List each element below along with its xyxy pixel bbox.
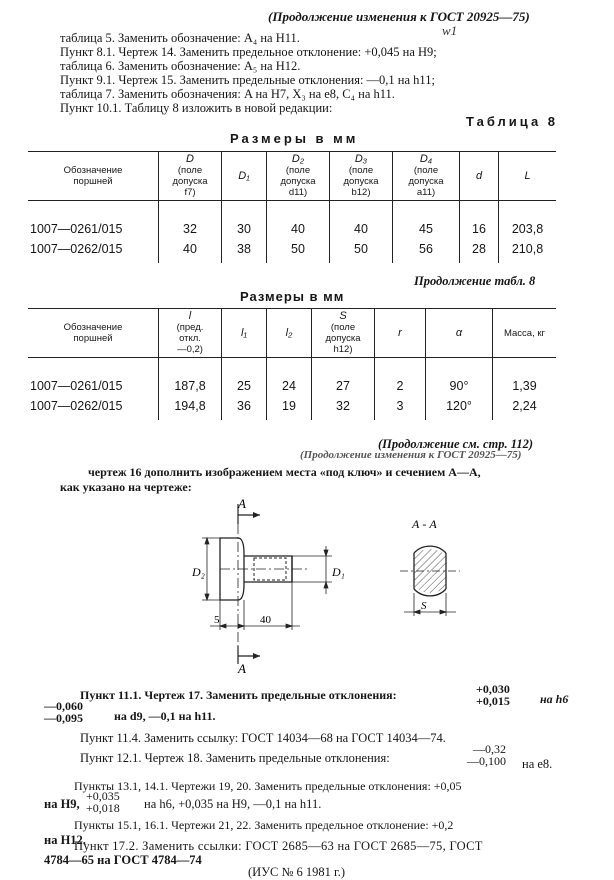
table-cell: 50: [330, 239, 393, 263]
table8b-h-l2: l₂: [267, 309, 312, 358]
table-cell: 203,8: [499, 201, 557, 240]
table8b-h-l: l (пред. откл. —0,2): [159, 309, 222, 358]
table8b-units: Размеры в мм: [240, 289, 345, 304]
table-cell: 3: [375, 396, 426, 420]
p13-line1: Пункты 13.1, 14.1. Чертежи 19, 20. Заменить предельные отклонения: +0,05: [74, 779, 462, 793]
table-row: [28, 239, 556, 263]
p13-end: на h6, +0,035 на H9, —0,1 на h11.: [144, 797, 322, 811]
table8-header-row: [28, 152, 556, 201]
section-view: [400, 546, 460, 596]
table-cell: 25: [222, 358, 267, 397]
table-cell: 40: [267, 201, 330, 240]
table8-h-d: D (поле допуска f7): [159, 152, 222, 201]
top-line-6: Пункт 10.1. Таблицу 8 изложить в новой редакции:: [60, 101, 333, 115]
table-cell: 28: [460, 239, 499, 263]
table-cell: 19: [267, 396, 312, 420]
table8-h-d2: D₂ (поле допуска d11): [267, 152, 330, 201]
table8-label: Таблица 8: [466, 114, 559, 129]
top-line-4: Пункт 9.1. Чертеж 15. Заменить предельные отклонения: —0,1 на h11;: [60, 73, 435, 87]
table-cell: 38: [222, 239, 267, 263]
dim-40-label: 40: [260, 614, 271, 626]
table-cell: 2: [375, 358, 426, 397]
table8b-h-alpha: α: [426, 309, 493, 358]
p11-start: Пункт 11.1. Чертеж 17. Заменить предельные отклонения:: [80, 688, 397, 702]
top-line-2: Пункт 8.1. Чертеж 14. Заменить предельное отклонение: +0,045 на H9;: [60, 45, 437, 59]
p17-line1: Пункт 17.2. Заменить ссылки: ГОСТ 2685—63 на ГОСТ 2685—75, ГОСТ: [74, 839, 483, 853]
table8: [28, 151, 556, 263]
continued-footer: (Продолжение см. стр. 112): [378, 437, 533, 451]
handwritten-mark: w1: [442, 23, 458, 38]
part-view: [220, 538, 310, 600]
p17-line2: 4784—65 на ГОСТ 4784—74: [44, 853, 202, 867]
p12-frac: [467, 743, 506, 767]
p11-frac2: [44, 700, 83, 724]
table-cell: 50: [267, 239, 330, 263]
p12-start: Пункт 12.1. Чертеж 18. Заменить предельные отклонения:: [80, 751, 390, 765]
p11-frac1-bottom: +0,015: [476, 694, 510, 708]
table8b-header-row: [28, 309, 556, 358]
dim-d1-label: D₁: [332, 565, 345, 579]
table-cell: 40: [159, 239, 222, 263]
table8-h-l: L: [499, 152, 557, 201]
top-line-1: таблица 5. Заменить обозначение: A₄ на H11.: [60, 31, 300, 45]
table-cell: 194,8: [159, 396, 222, 420]
top-line-5: таблица 7. Заменить обозначения: A на H7, X₃ на e8, C₄ на h11.: [60, 87, 395, 101]
dim-s-label: S: [421, 600, 427, 612]
p12-frac-bottom: —0,100: [467, 754, 506, 768]
table-row: [28, 396, 556, 420]
dim-5-label: 5: [214, 614, 220, 626]
technical-drawing: [180, 496, 460, 676]
dim-bottom: [210, 582, 300, 630]
p13-frac-top: +0,035: [86, 789, 120, 803]
table-cell: 90°: [426, 358, 493, 397]
dim-d2-label: D₂: [192, 565, 205, 579]
table-cell: 1007—0261/015: [28, 358, 159, 397]
p11-4: Пункт 11.4. Заменить ссылку: ГОСТ 14034—68 на ГОСТ 14034—74.: [80, 731, 446, 745]
table-cell: 120°: [426, 396, 493, 420]
footer-ius: (ИУС № 6 1981 г.): [248, 865, 346, 879]
p13-frac-bottom: +0,018: [86, 801, 120, 815]
table-cell: 187,8: [159, 358, 222, 397]
table-cell: 24: [267, 358, 312, 397]
table-cell: 27: [312, 358, 375, 397]
table8b-h-designation: Обозначение поршней: [28, 309, 159, 358]
table-cell: 1007—0262/015: [28, 239, 159, 263]
table-cell: 36: [222, 396, 267, 420]
table8b-h-r: r: [375, 309, 426, 358]
next-page-header: (Продолжение изменения к ГОСТ 20925—75): [300, 449, 522, 461]
p11-frac1-top: +0,030: [476, 682, 510, 696]
p11-frac1: [476, 683, 510, 707]
table-cell: 1,39: [493, 358, 557, 397]
p12-frac-top: —0,32: [473, 742, 506, 756]
table-cell: 56: [393, 239, 460, 263]
table8-h-d4: D₄ (поле допуска a11): [393, 152, 460, 201]
p11-frac2-top: —0,060: [44, 699, 83, 713]
p13-na-h9: на H9,: [44, 797, 80, 811]
section-label: А - А: [412, 517, 437, 531]
table8-h-small-d: d: [460, 152, 499, 201]
table-cell: 30: [222, 201, 267, 240]
top-line-3: таблица 6. Заменить обозначение: A₅ на H12.: [60, 59, 301, 73]
dim-d1: [292, 546, 332, 594]
p15-line2: на H12.: [44, 833, 86, 847]
table-cell: 210,8: [499, 239, 557, 263]
table8-h-d3: D₃ (поле допуска b12): [330, 152, 393, 201]
table8-continued: Продолжение табл. 8: [414, 274, 536, 288]
table8b-h-s: S (поле допуска h12): [312, 309, 375, 358]
table8-units: Размеры в мм: [230, 131, 359, 146]
p11-na-h6: на h6: [540, 692, 569, 706]
p12-end: на e8.: [522, 757, 553, 771]
drawing-intro-1: чертеж 16 дополнить изображением места «под ключ» и сечением А—А,: [88, 465, 481, 479]
table-cell: 40: [330, 201, 393, 240]
table-cell: 1007—0261/015: [28, 201, 159, 240]
table8-h-designation: Обозначение поршней: [28, 152, 159, 201]
table8b: [28, 308, 556, 420]
p15-line1: Пункты 15.1, 16.1. Чертежи 21, 22. Заменить предельное отклонение: +0,2: [74, 818, 454, 832]
p11-frac2-bottom: —0,095: [44, 711, 83, 725]
p13-frac: [86, 790, 120, 814]
table-cell: 16: [460, 201, 499, 240]
table-row: [28, 201, 556, 240]
cut-label-top: А: [238, 496, 246, 511]
table8-h-d1: D₁: [222, 152, 267, 201]
table-cell: 45: [393, 201, 460, 240]
table8b-h-mass: Масса, кг: [493, 309, 557, 358]
table8b-h-l1: l₁: [222, 309, 267, 358]
table-cell: 32: [159, 201, 222, 240]
cut-label-bottom: А: [238, 661, 246, 676]
table-cell: 32: [312, 396, 375, 420]
table-row: [28, 358, 556, 397]
p11-end: на d9, —0,1 на h11.: [114, 709, 216, 723]
continuation-header: (Продолжение изменения к ГОСТ 20925—75): [268, 9, 530, 24]
table-cell: 2,24: [493, 396, 557, 420]
drawing-intro-2: как указано на чертеже:: [60, 480, 192, 494]
table-cell: 1007—0262/015: [28, 396, 159, 420]
